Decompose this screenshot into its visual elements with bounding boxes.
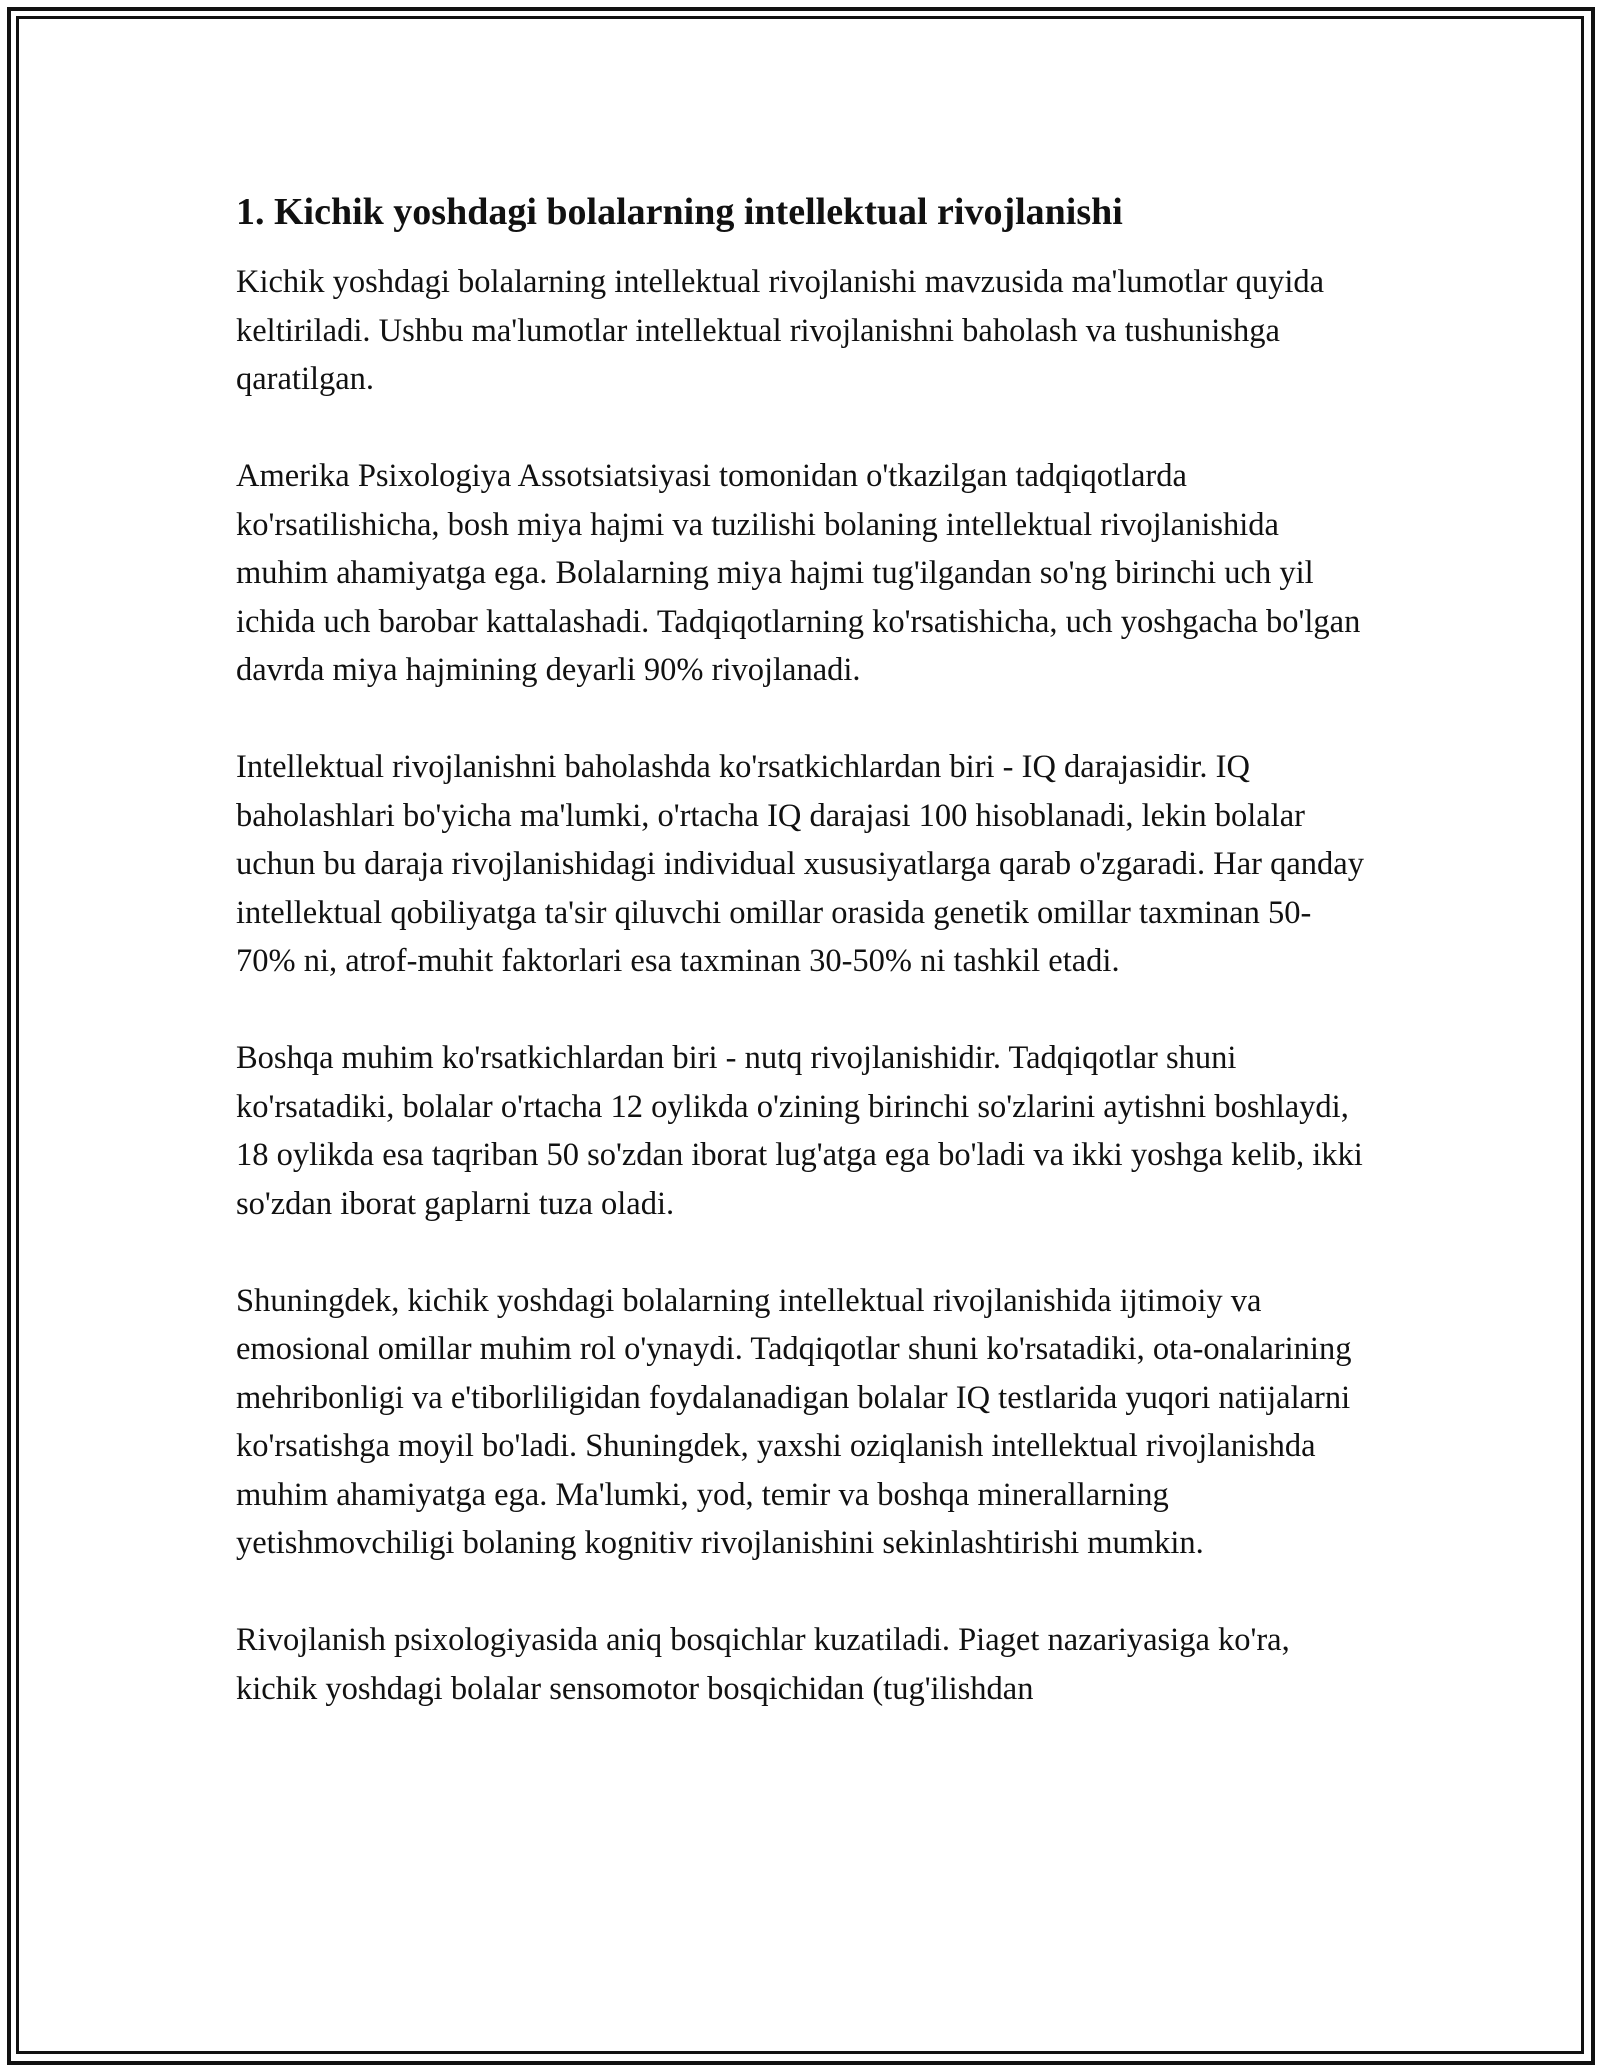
paragraph-speech-development: Boshqa muhim ko'rsatkichlardan biri - nutq rivojlanishidir. Tadqiqotlar shuni ko'rsatadiki, bolalar o'rtacha 12 oylikda o'zining birinchi so'zlarini aytishni boshlaydi, 18 oylikda esa taqriban 50 so'zdan iborat lug'atga ega bo'ladi va ikki yoshga kelib, ikki so'zdan iborat gaplarni tuza oladi. bbox=[236, 1040, 1363, 1222]
document-body bbox=[236, 186, 1366, 1762]
section-heading: 1. Kichik yoshdagi bolalarning intellektual rivojlanishi bbox=[236, 191, 1123, 233]
paragraph-social-factors: Shuningdek, kichik yoshdagi bolalarning intellektual rivojlanishida ijtimoiy va emosional omillar muhim rol o'ynaydi. Tadqiqotlar shuni ko'rsatadiki, ota-onalarining mehribonligi va e'tiborliligidan foydalanadigan bolalar IQ testlarida yuqori natijalarni ko'rsatishga moyil bo'ladi. Shuningdek, yaxshi oziqlanish intellektual rivojlanishda muhim ahamiyatga ega. Ma'lumki, yod, temir va boshqa minerallarning yetishmovchiligi bolaning kognitiv rivojlanishini sekinlashtirishi mumkin. bbox=[236, 1282, 1352, 1561]
paragraph-piaget-stages: Rivojlanish psixologiyasida aniq bosqichlar kuzatiladi. Piaget nazariyasiga ko'ra, kichik yoshdagi bolalar sensomotor bosqichidan (tug'ilishdan bbox=[236, 1622, 1290, 1707]
paragraph-brain-development: Amerika Psixologiya Assotsiatsiyasi tomonidan o'tkazilgan tadqiqotlarda ko'rsatilishicha, bosh miya hajmi va tuzilishi bolaning intellektual rivojlanishida muhim ahamiyatga ega. Bolalarning miya hajmi tug'ilgandan so'ng birinchi uch yil ichida uch barobar kattalashadi. Tadqiqotlarning ko'rsatishicha, uch yoshgacha bo'lgan davrda miya hajmining deyarli 90% rivojlanadi. bbox=[236, 458, 1361, 688]
paragraph-intro: Kichik yoshdagi bolalarning intellektual rivojlanishi mavzusida ma'lumotlar quyida keltiriladi. Ushbu ma'lumotlar intellektual rivojlanishni baholash va tushunishga qaratilgan. bbox=[236, 264, 1325, 397]
paragraph-iq-level: Intellektual rivojlanishni baholashda ko'rsatkichlardan biri - IQ darajasidir. IQ baholashlari bo'yicha ma'lumki, o'rtacha IQ darajasi 100 hisoblanadi, lekin bolalar uchun bu daraja rivojlanishidagi individual xususiyatlarga qarab o'zgaradi. Har qanday intellektual qobiliyatga ta'sir qiluvchi omillar orasida genetik omillar taxminan 50-70% ni, atrof-muhit faktorlari esa taxminan 30-50% ni tashkil etadi. bbox=[236, 749, 1364, 979]
